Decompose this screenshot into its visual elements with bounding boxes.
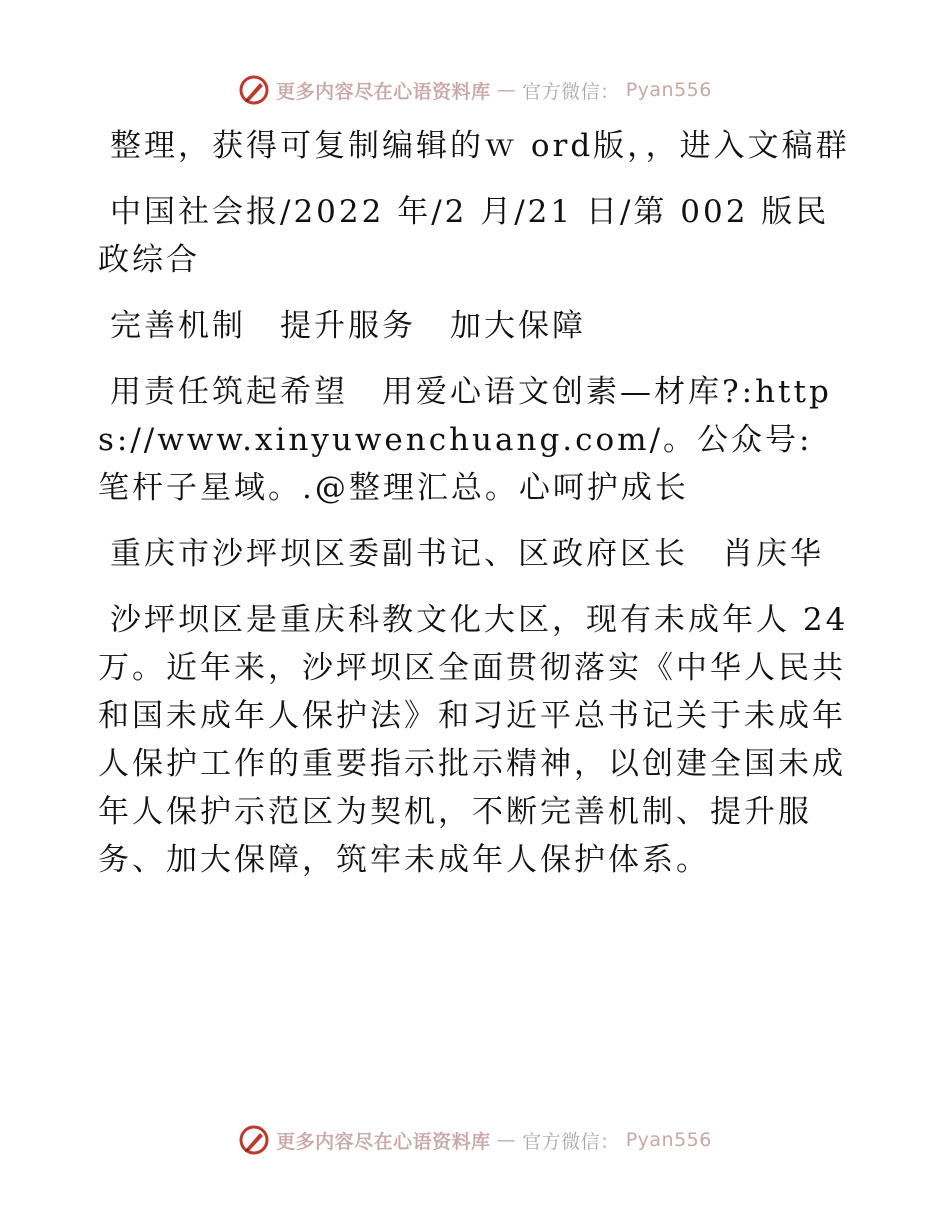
paragraph-text: 沙坪坝区是重庆科教文化大区，现有未成年人 24万。近年来，沙坪坝区全面贯彻落实《中华人民共和国未成年人保护法》和习近平总书记关于未成年人保护工作的重要指示批示精神，以创建全国未成年人保护示范区为契机，不断完善机制、提升服务、加大保障，筑牢未成年人保护体系。 xyxy=(98,602,849,878)
paragraph-text: 中国社会报/2022 年/2 月/21 日/第 002 版民政综合 xyxy=(98,194,830,278)
paragraph-text: 用责任筑起希望 用爱心语文创素—材库?:https://www.xinyuwenchuang.com/。公众号: 笔杆子星域。.@整理汇总。心呵护成长 xyxy=(98,374,832,506)
banner-wechat-id: Pyan556 xyxy=(625,1129,712,1151)
paragraph-text: 完善机制 提升服务 加大保障 xyxy=(110,308,586,344)
header-banner xyxy=(0,70,950,110)
paragraph-text: 整理，获得可复制编辑的ｗ ord版，，进入文稿群 xyxy=(110,128,850,164)
paragraph-body xyxy=(98,596,858,884)
banner-dash: — xyxy=(496,79,517,101)
banner-wechat-id: Pyan556 xyxy=(625,79,712,101)
paragraph-subheadline xyxy=(98,368,858,512)
paragraph-intro xyxy=(98,122,858,170)
footer-banner xyxy=(0,1120,950,1160)
paragraph-text: 重庆市沙坪坝区委副书记、区政府区长 肖庆华 xyxy=(110,536,824,572)
banner-official-label: 官方微信： xyxy=(522,80,620,103)
banner-dash: — xyxy=(496,1129,517,1151)
paragraph-author xyxy=(98,530,858,578)
banner-main-text: 更多内容尽在心语资料库 xyxy=(276,80,491,103)
pen-logo-icon xyxy=(238,1124,270,1156)
banner-main-text: 更多内容尽在心语资料库 xyxy=(276,1130,491,1153)
pen-logo-icon xyxy=(238,74,270,106)
banner-official-label: 官方微信： xyxy=(522,1130,620,1153)
paragraph-source xyxy=(98,188,858,284)
document-body xyxy=(98,122,858,902)
paragraph-headline xyxy=(98,302,858,350)
